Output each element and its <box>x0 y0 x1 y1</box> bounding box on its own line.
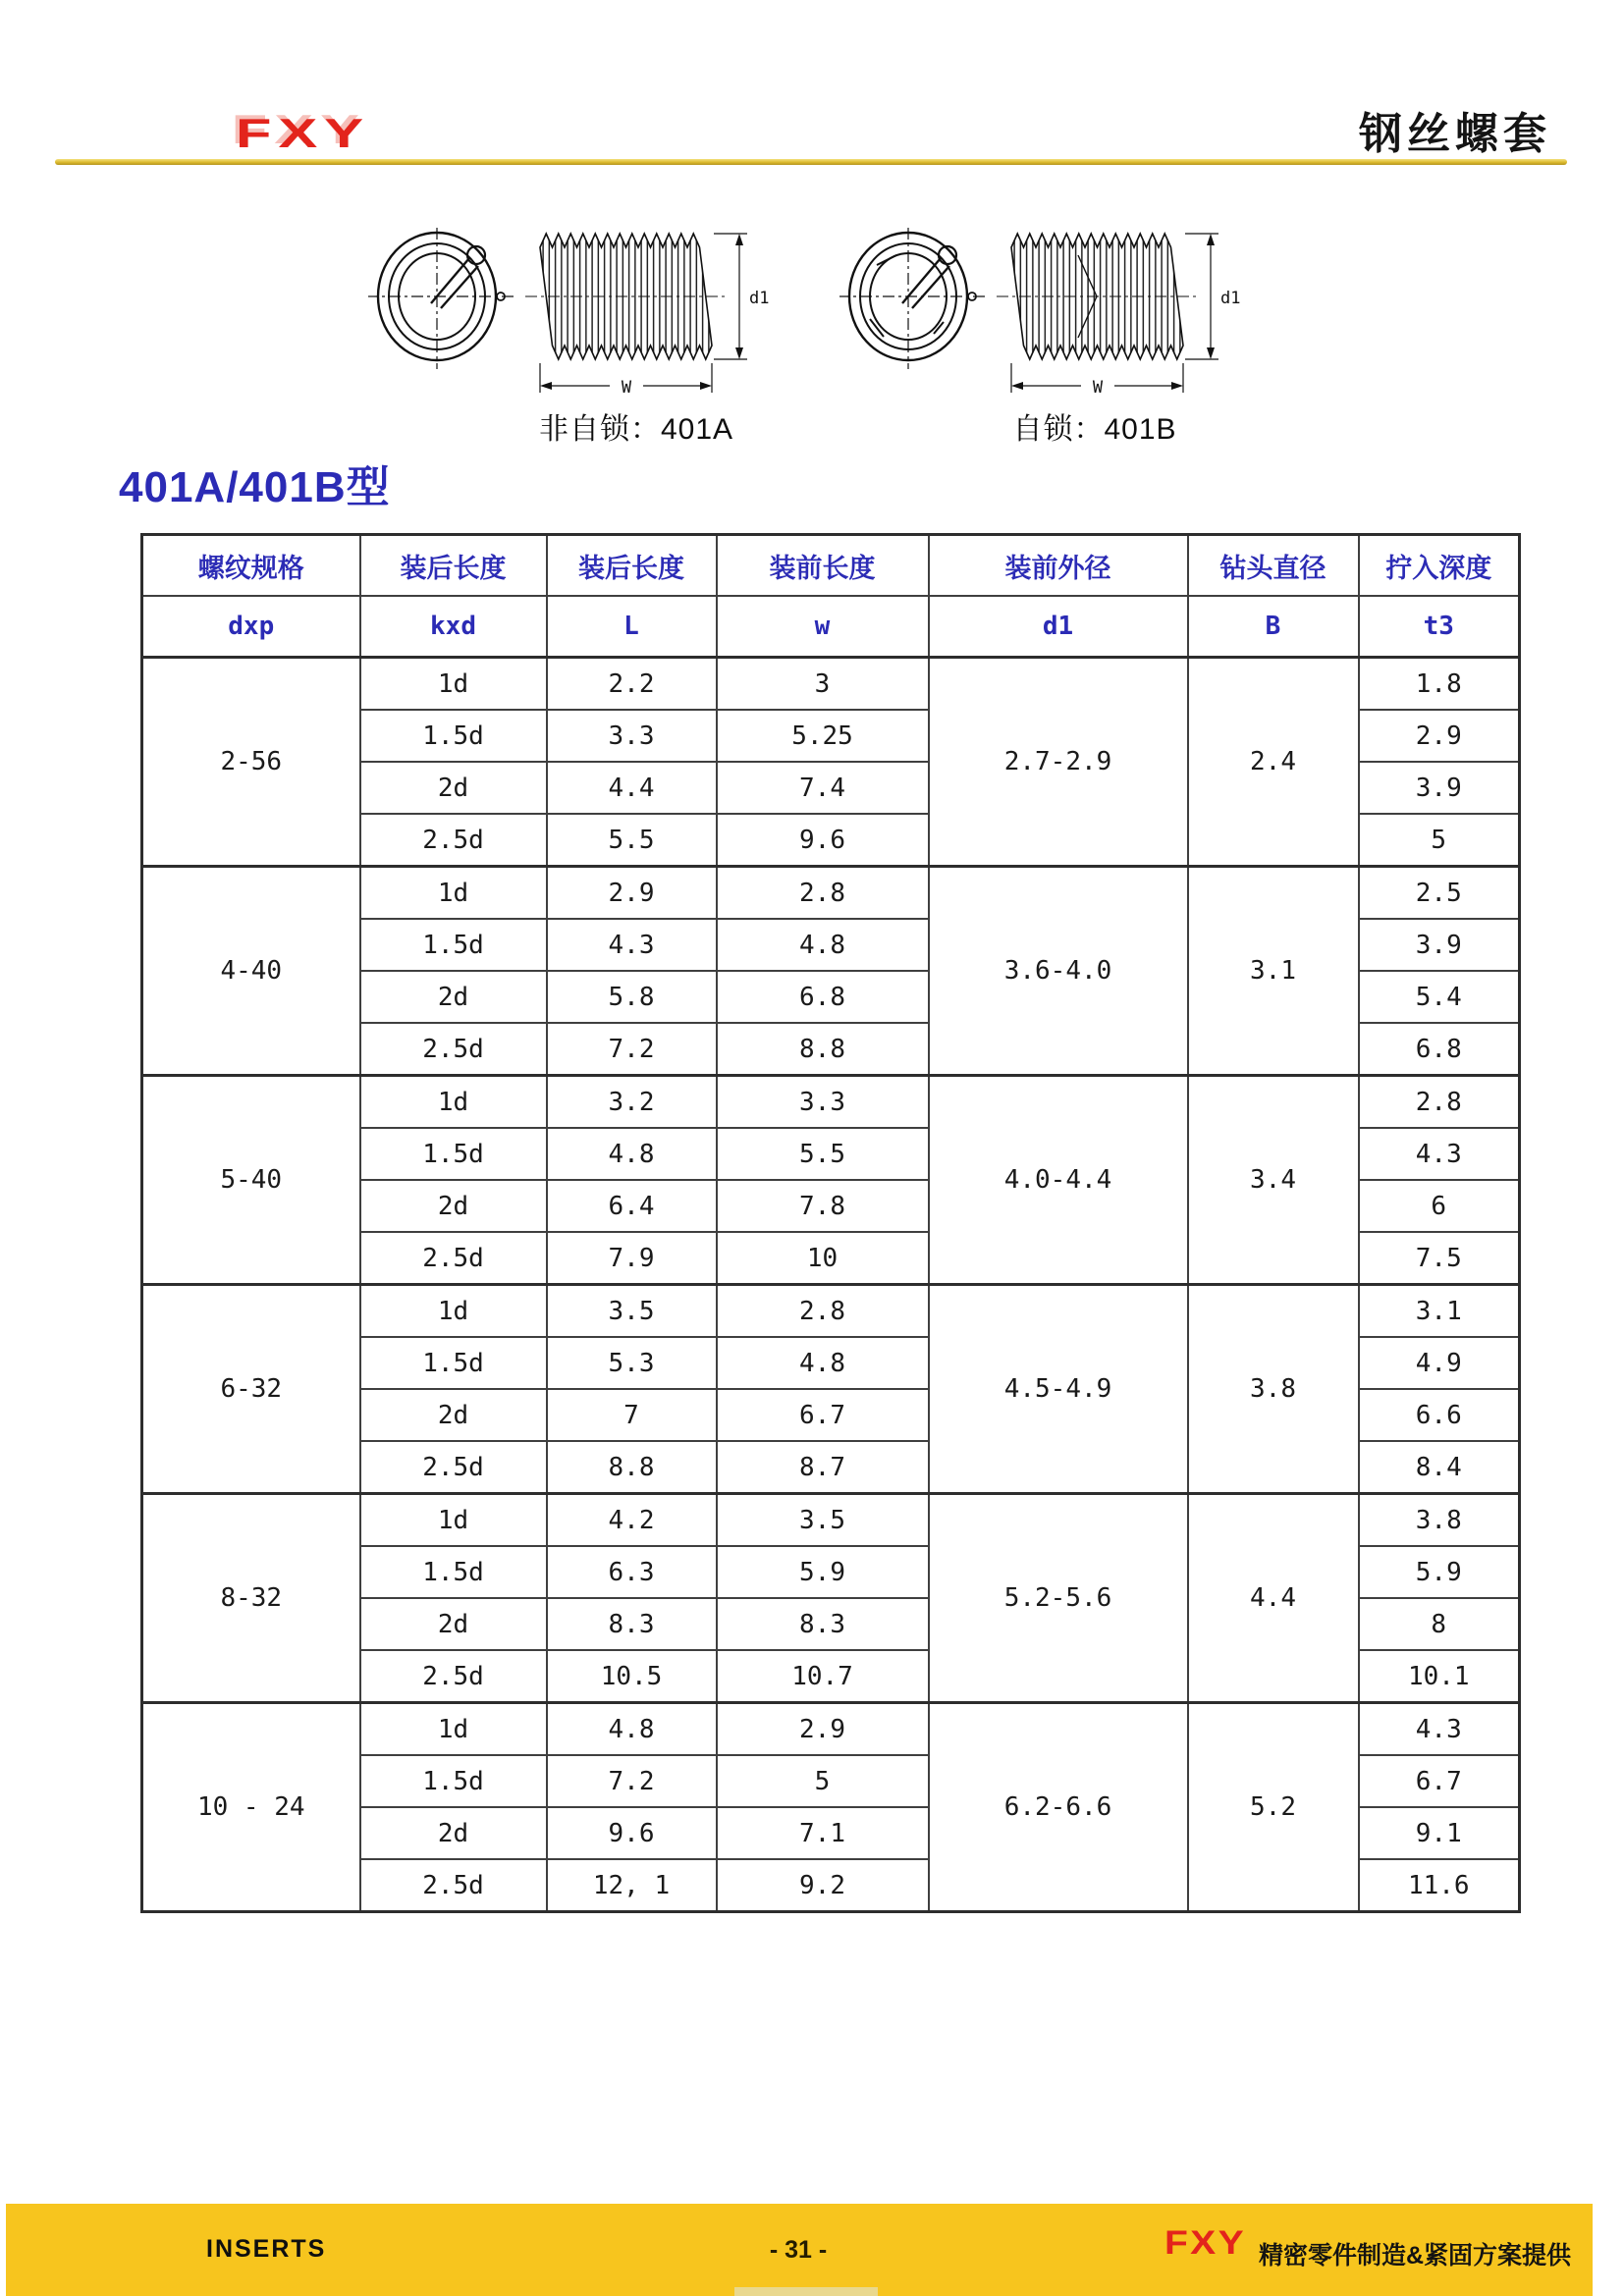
t3-cell: 2.9 <box>1359 710 1520 762</box>
drawing-label-401b: 自锁：401B <box>1012 413 1177 446</box>
spec-cell: 8-32 <box>142 1494 360 1703</box>
t3-cell: 4.3 <box>1359 1128 1520 1180</box>
t3-cell: 2.8 <box>1359 1076 1520 1129</box>
kxd-cell: 2d <box>360 1180 547 1232</box>
symbol-d1: d1 <box>929 596 1188 658</box>
t3-cell: 11.6 <box>1359 1859 1520 1912</box>
symbol-kxd: kxd <box>360 596 547 658</box>
kxd-cell: 2.5d <box>360 1441 547 1494</box>
t3-cell: 2.5 <box>1359 867 1520 920</box>
l-cell: 3.2 <box>547 1076 717 1129</box>
table-row <box>142 1076 1520 1129</box>
col-header-d1: 装前外径 <box>929 535 1188 597</box>
symbol-t3: t3 <box>1359 596 1520 658</box>
side-view-401a <box>525 234 728 359</box>
w-cell: 3 <box>717 658 929 711</box>
w-cell: 7.8 <box>717 1180 929 1232</box>
kxd-cell: 2d <box>360 971 547 1023</box>
col-header-kxd: 装后长度 <box>360 535 547 597</box>
w-cell: 10.7 <box>717 1650 929 1703</box>
t3-cell: 5 <box>1359 814 1520 867</box>
d1-cell: 4.0-4.4 <box>929 1076 1188 1285</box>
footer-page-number: - 31 - <box>769 2236 828 2264</box>
l-cell: 6.4 <box>547 1180 717 1232</box>
kxd-cell: 2.5d <box>360 1650 547 1703</box>
kxd-cell: 1d <box>360 1494 547 1547</box>
l-cell: 4.8 <box>547 1703 717 1756</box>
front-view-401b <box>839 228 987 369</box>
t3-cell: 9.1 <box>1359 1807 1520 1859</box>
l-cell: 4.3 <box>547 919 717 971</box>
l-cell: 2.9 <box>547 867 717 920</box>
fxy-logo: FXY <box>236 110 371 156</box>
t3-cell: 5.9 <box>1359 1546 1520 1598</box>
footer-tab <box>734 2287 878 2296</box>
kxd-cell: 1d <box>360 1285 547 1338</box>
w-dimension-401a <box>540 363 712 398</box>
spec-table <box>140 533 1521 1913</box>
b-cell: 2.4 <box>1188 658 1359 867</box>
kxd-cell: 1d <box>360 1703 547 1756</box>
l-cell: 9.6 <box>547 1807 717 1859</box>
l-cell: 8.3 <box>547 1598 717 1650</box>
table-header-row <box>142 535 1520 597</box>
w-cell: 7.1 <box>717 1807 929 1859</box>
symbol-dxp: dxp <box>142 596 360 658</box>
drawing-label-401a: 非自锁：401A <box>538 413 734 446</box>
w-cell: 4.8 <box>717 919 929 971</box>
l-cell: 5.5 <box>547 814 717 867</box>
l-cell: 7 <box>547 1389 717 1441</box>
side-view-401b <box>997 234 1199 359</box>
kxd-cell: 2.5d <box>360 1232 547 1285</box>
d1-cell: 3.6-4.0 <box>929 867 1188 1076</box>
l-cell: 3.5 <box>547 1285 717 1338</box>
kxd-cell: 2d <box>360 1389 547 1441</box>
t3-cell: 4.9 <box>1359 1337 1520 1389</box>
t3-cell: 5.4 <box>1359 971 1520 1023</box>
table-row <box>142 867 1520 920</box>
kxd-cell: 2d <box>360 1807 547 1859</box>
w-cell: 2.9 <box>717 1703 929 1756</box>
kxd-cell: 1d <box>360 867 547 920</box>
l-cell: 5.8 <box>547 971 717 1023</box>
footer-fxy-logo: FXY <box>1164 2224 1246 2262</box>
l-cell: 8.8 <box>547 1441 717 1494</box>
l-cell: 7.2 <box>547 1755 717 1807</box>
t3-cell: 3.9 <box>1359 919 1520 971</box>
symbol-w: w <box>717 596 929 658</box>
w-cell: 8.7 <box>717 1441 929 1494</box>
l-cell: 7.2 <box>547 1023 717 1076</box>
l-cell: 4.2 <box>547 1494 717 1547</box>
t3-cell: 3.1 <box>1359 1285 1520 1338</box>
l-cell: 6.3 <box>547 1546 717 1598</box>
t3-cell: 8.4 <box>1359 1441 1520 1494</box>
svg-text:W: W <box>1092 378 1104 398</box>
w-cell: 5.9 <box>717 1546 929 1598</box>
table-row <box>142 658 1520 711</box>
b-cell: 3.1 <box>1188 867 1359 1076</box>
t3-cell: 4.3 <box>1359 1703 1520 1756</box>
svg-text:d1: d1 <box>1220 289 1241 308</box>
t3-cell: 6.8 <box>1359 1023 1520 1076</box>
w-cell: 3.5 <box>717 1494 929 1547</box>
d1-cell: 6.2-6.6 <box>929 1703 1188 1912</box>
col-header-spec: 螺纹规格 <box>142 535 360 597</box>
w-cell: 4.8 <box>717 1337 929 1389</box>
l-cell: 2.2 <box>547 658 717 711</box>
t3-cell: 1.8 <box>1359 658 1520 711</box>
w-cell: 8.3 <box>717 1598 929 1650</box>
section-title: 401A/401B型 <box>119 463 391 511</box>
w-cell: 5.25 <box>717 710 929 762</box>
spec-cell: 5-40 <box>142 1076 360 1285</box>
b-cell: 3.4 <box>1188 1076 1359 1285</box>
w-cell: 5 <box>717 1755 929 1807</box>
l-cell: 7.9 <box>547 1232 717 1285</box>
b-cell: 3.8 <box>1188 1285 1359 1494</box>
header-divider <box>55 159 1567 165</box>
spec-cell: 6-32 <box>142 1285 360 1494</box>
spec-cell: 2-56 <box>142 658 360 867</box>
w-cell: 9.6 <box>717 814 929 867</box>
w-cell: 10 <box>717 1232 929 1285</box>
w-cell: 5.5 <box>717 1128 929 1180</box>
table-row <box>142 1285 1520 1338</box>
w-cell: 7.4 <box>717 762 929 814</box>
t3-cell: 6 <box>1359 1180 1520 1232</box>
t3-cell: 6.7 <box>1359 1755 1520 1807</box>
drawing-401b <box>839 226 1244 407</box>
kxd-cell: 2.5d <box>360 814 547 867</box>
spec-table-body <box>142 658 1520 1912</box>
l-cell: 4.4 <box>547 762 717 814</box>
kxd-cell: 1.5d <box>360 919 547 971</box>
table-row <box>142 1494 1520 1547</box>
b-cell: 5.2 <box>1188 1703 1359 1912</box>
svg-text:d1: d1 <box>749 289 770 308</box>
l-cell: 3.3 <box>547 710 717 762</box>
spec-cell: 10 - 24 <box>142 1703 360 1912</box>
w-cell: 9.2 <box>717 1859 929 1912</box>
d1-cell: 5.2-5.6 <box>929 1494 1188 1703</box>
t3-cell: 7.5 <box>1359 1232 1520 1285</box>
w-cell: 2.8 <box>717 1285 929 1338</box>
kxd-cell: 2d <box>360 1598 547 1650</box>
w-cell: 6.7 <box>717 1389 929 1441</box>
t3-cell: 3.8 <box>1359 1494 1520 1547</box>
w-cell: 8.8 <box>717 1023 929 1076</box>
col-header-t3: 拧入深度 <box>1359 535 1520 597</box>
col-header-b: 钻头直径 <box>1188 535 1359 597</box>
l-cell: 4.8 <box>547 1128 717 1180</box>
l-cell: 5.3 <box>547 1337 717 1389</box>
w-dimension-401b <box>1011 363 1183 398</box>
kxd-cell: 1d <box>360 1076 547 1129</box>
svg-text:W: W <box>621 378 632 398</box>
col-header-l: 装后长度 <box>547 535 717 597</box>
col-header-w: 装前长度 <box>717 535 929 597</box>
w-cell: 3.3 <box>717 1076 929 1129</box>
d1-cell: 4.5-4.9 <box>929 1285 1188 1494</box>
l-cell: 10.5 <box>547 1650 717 1703</box>
kxd-cell: 1.5d <box>360 1546 547 1598</box>
symbol-b: B <box>1188 596 1359 658</box>
kxd-cell: 1.5d <box>360 1337 547 1389</box>
drawing-401a <box>368 226 773 407</box>
t3-cell: 3.9 <box>1359 762 1520 814</box>
kxd-cell: 1d <box>360 658 547 711</box>
table-row <box>142 1703 1520 1756</box>
w-cell: 2.8 <box>717 867 929 920</box>
page-title: 钢丝螺套 <box>1359 110 1551 158</box>
t3-cell: 6.6 <box>1359 1389 1520 1441</box>
footer-inserts-label: INSERTS <box>206 2235 327 2263</box>
spec-cell: 4-40 <box>142 867 360 1076</box>
kxd-cell: 2.5d <box>360 1023 547 1076</box>
footer-slogan: 精密零件制造&紧固方案提供 <box>1259 2242 1572 2269</box>
kxd-cell: 2d <box>360 762 547 814</box>
table-symbol-row <box>142 596 1520 658</box>
front-view-401a <box>368 228 515 369</box>
l-cell: 12, 1 <box>547 1859 717 1912</box>
w-cell: 6.8 <box>717 971 929 1023</box>
kxd-cell: 1.5d <box>360 1755 547 1807</box>
symbol-l: L <box>547 596 717 658</box>
d1-cell: 2.7-2.9 <box>929 658 1188 867</box>
kxd-cell: 1.5d <box>360 1128 547 1180</box>
t3-cell: 8 <box>1359 1598 1520 1650</box>
b-cell: 4.4 <box>1188 1494 1359 1703</box>
kxd-cell: 2.5d <box>360 1859 547 1912</box>
t3-cell: 10.1 <box>1359 1650 1520 1703</box>
kxd-cell: 1.5d <box>360 710 547 762</box>
